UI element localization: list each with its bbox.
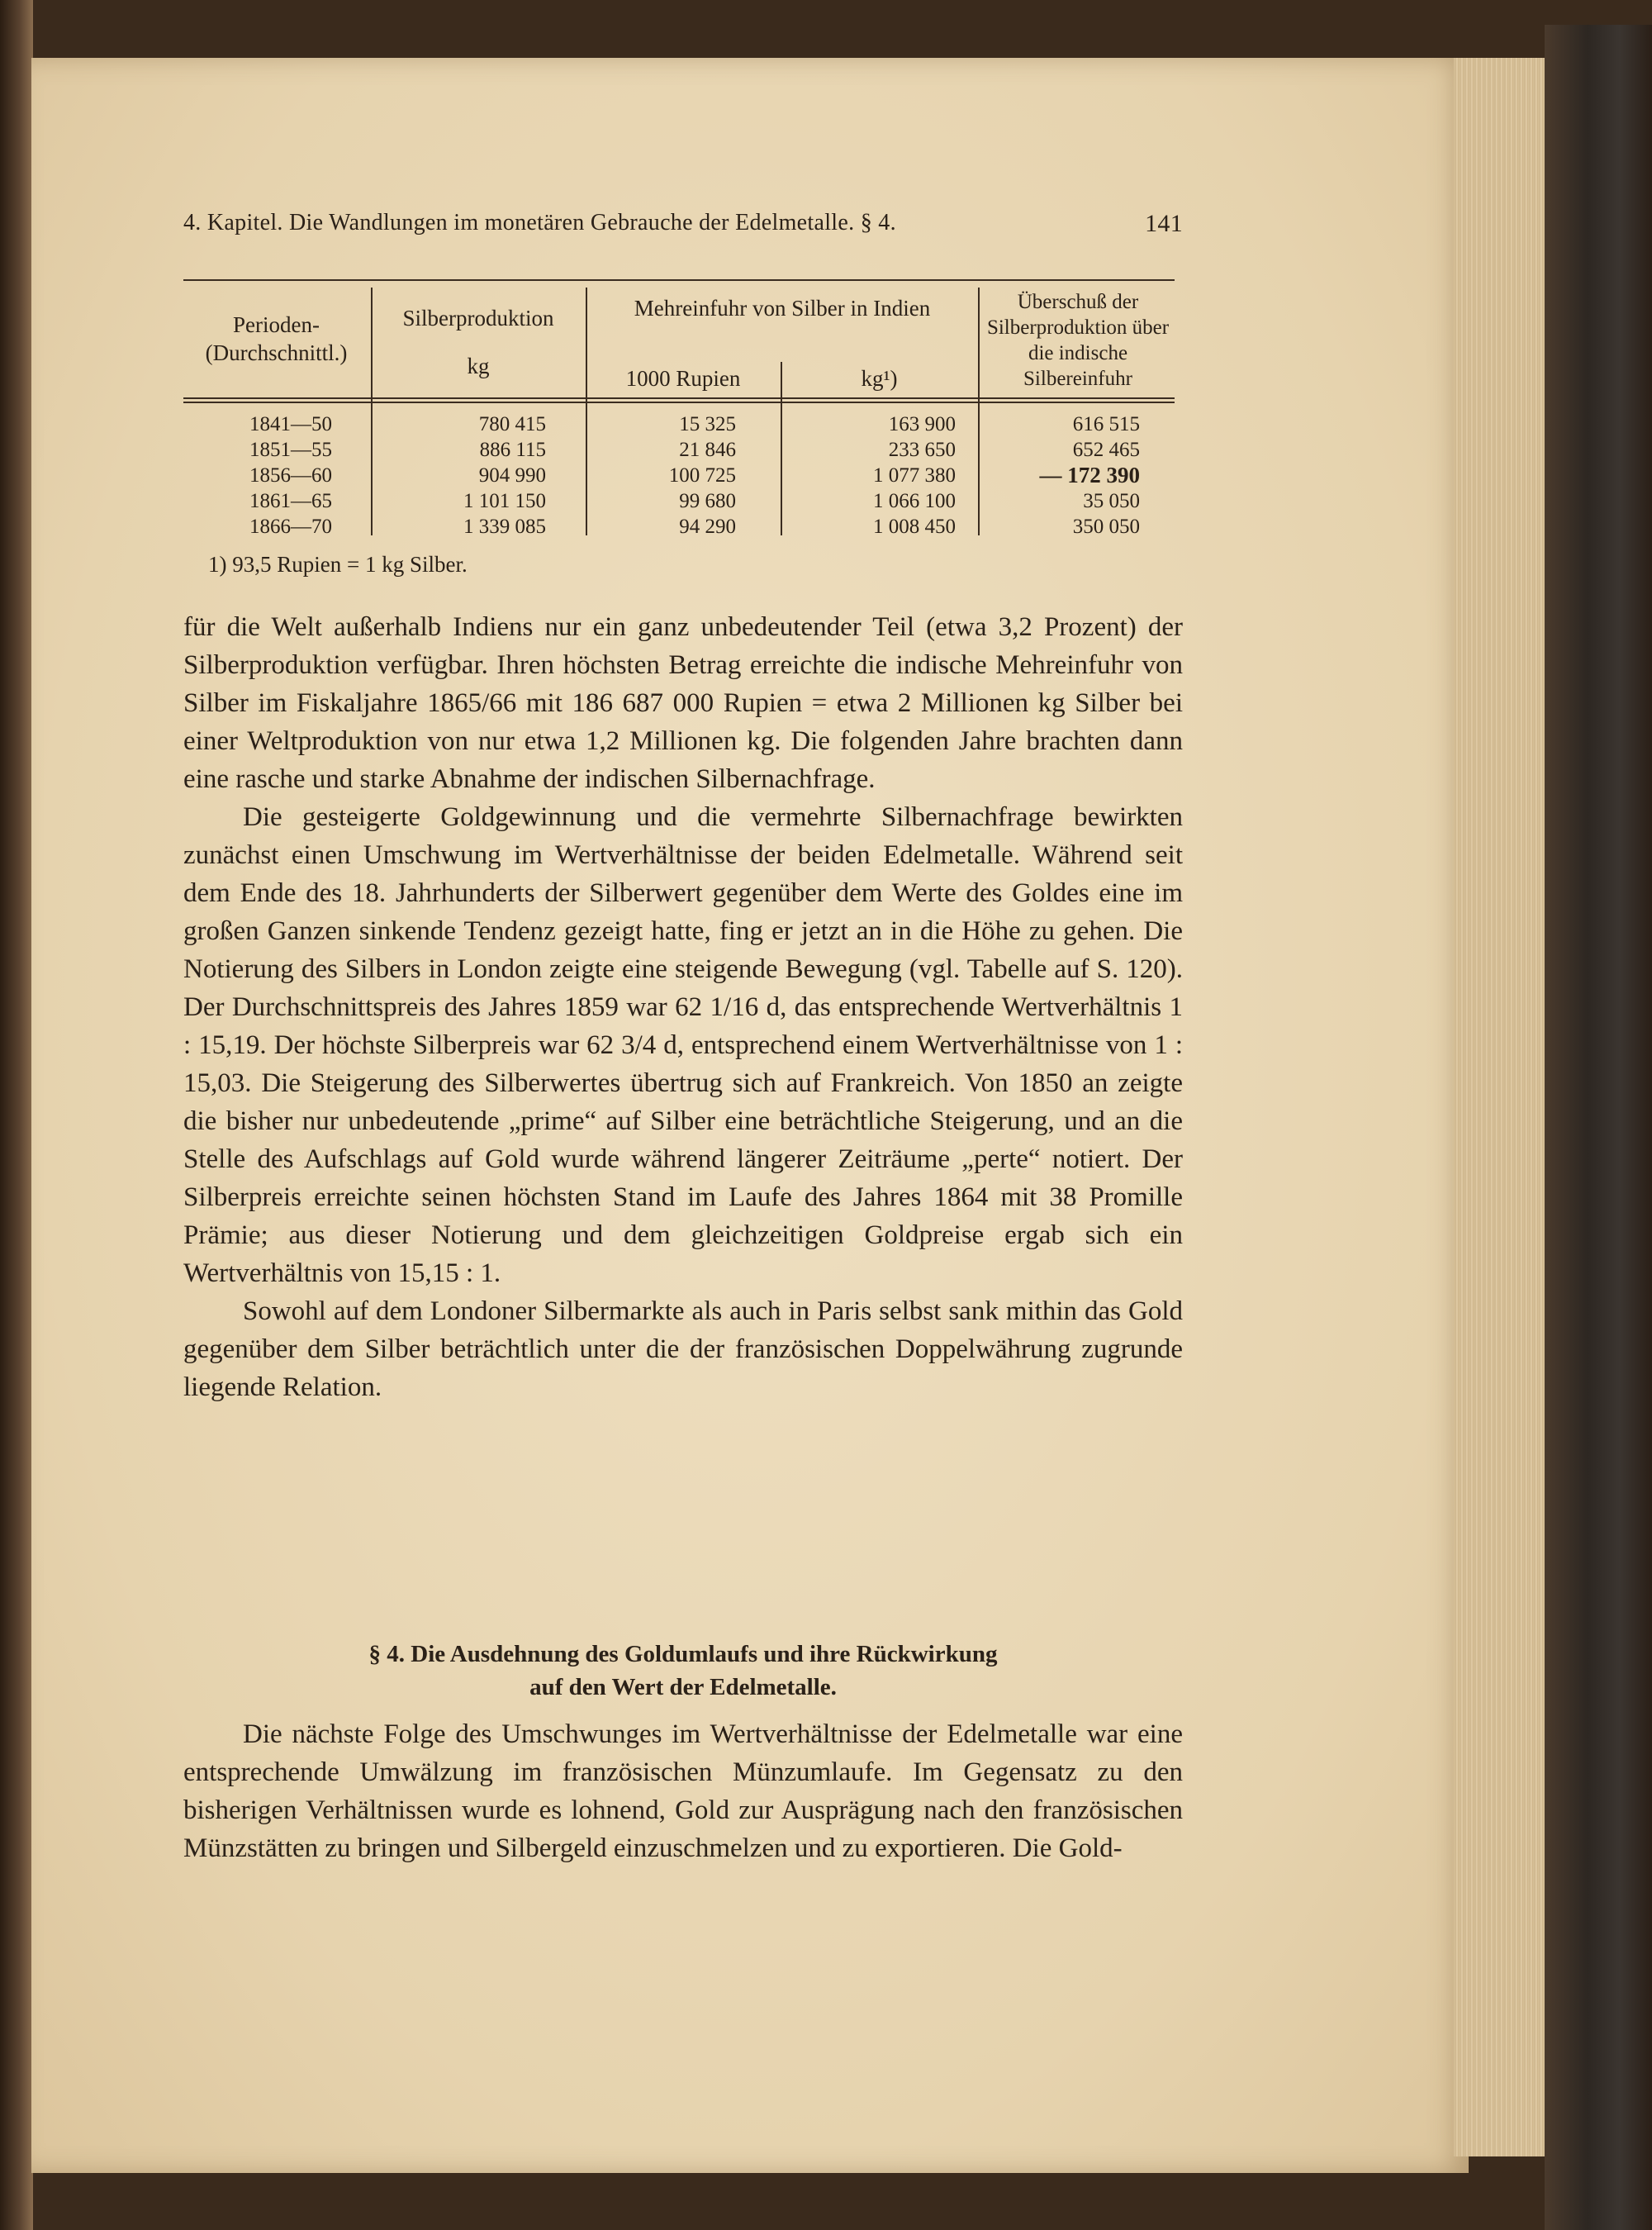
header-production: Silberproduktion — [402, 306, 554, 330]
paragraph: Die nächste Folge des Umschwunges im Wertverhältnisse der Edelmetalle war eine entsprechende Umwälzung im französischen Münzumlaufe. Im Gegensatz zu den bisherigen Verhältnissen wurde es lohnend, Gold zur Ausprägung nach den französischen Münzstätten zu bringen und Silbergeld einzuschmelzen und zu exportieren. Die Gold- — [183, 1719, 1183, 1863]
table-cell: 886 115 — [479, 439, 546, 461]
table-cell: 1 008 450 — [873, 516, 956, 538]
table-cell: 904 990 — [478, 464, 546, 487]
col-periods — [183, 411, 332, 540]
table-header-rule — [183, 397, 1175, 399]
table-cell: 616 515 — [1072, 413, 1140, 435]
table-cell: 780 415 — [478, 413, 546, 435]
table-cell: 15 325 — [679, 413, 736, 435]
table-cell: 100 725 — [668, 464, 736, 487]
table-cell: 21 846 — [679, 439, 736, 461]
table-cell: 233 650 — [888, 439, 956, 461]
table-cell: 94 290 — [679, 516, 736, 538]
section-heading — [183, 1638, 1183, 1704]
col-rupien — [587, 411, 736, 540]
header-rupien: 1000 Rupien — [625, 366, 741, 391]
col-surplus — [980, 411, 1140, 540]
silver-table — [183, 279, 1175, 544]
table-cell: 652 465 — [1072, 439, 1140, 461]
header-kg: kg¹) — [861, 366, 898, 391]
table-cell: 1 077 380 — [873, 464, 956, 487]
paragraph: Die gesteigerte Goldgewinnung und die vermehrte Silbernachfrage bewirkten zunächst einen Umschwung im Wertverhältnisse der beiden Edelmetalle. Während seit dem Ende des 18. Jahrhunderts der Silberwert gegenüber dem Werte des Goldes eine im großen Ganzen sinkende Tendenz gezeigt hatte, fing er jetzt an in die Höhe zu gehen. Die Notierung des Silbers in London zeigte eine steigende Bewegung (vgl. Tabelle auf S. 120). Der Durchschnittspreis des Jahres 1859 war 62 1/16 d, das entsprechende Wertverhältnis 1 : 15,19. Der höchste Silberpreis war 62 3/4 d, entsprechend einem Wertverhältnisse von 1 : 15,03. Die Steigerung des Silberwertes übertrug sich auf Frankreich. Von 1850 an zeigte die bisher nur unbedeutende „prime“ auf Silber eine beträchtliche Steigerung, und an die Stelle des Aufschlags auf Gold wurde während längerer Zeiträume „perte“ notiert. Der Silberpreis erreichte seinen höchsten Stand im Laufe des Jahres 1864 mit 38 Promille Prämie; aus dieser Notierung und dem gleichzeitigen Goldpreise ergab sich ein Wertverhältnis von 15,15 : 1. — [183, 802, 1183, 1288]
header-surplus: Überschuß der Silberproduktion über die indische Silbereinfuhr — [986, 291, 1170, 390]
table-cell: 1 101 150 — [463, 490, 546, 512]
table-cell: 1 339 085 — [463, 516, 546, 538]
table-cell: 35 050 — [1083, 490, 1140, 512]
table-cell: 99 680 — [679, 490, 736, 512]
header-production-unit: kg — [467, 354, 490, 378]
running-header — [183, 210, 1183, 238]
table-cell: 1841—50 — [249, 413, 332, 435]
book-cover-right — [1545, 25, 1652, 2230]
page-edges — [1454, 58, 1553, 2156]
table-cell: 1 066 100 — [873, 490, 956, 512]
table-top-rule — [183, 279, 1175, 281]
table-cell: — 172 390 — [1039, 463, 1140, 487]
table-cell: 1856—60 — [249, 464, 332, 487]
table-cell: 1866—70 — [249, 516, 332, 538]
paragraph: für die Welt außerhalb Indiens nur ein ganz unbedeutender Teil (etwa 3,2 Prozent) der Silberproduktion verfügbar. Ihren höchsten Betrag erreichte die indische Mehreinfuhr von Silber im Fiskaljahre 1865/66 mit 186 687 000 Rupien = etwa 2 Millionen kg Silber bei einer Weltproduktion von nur etwa 1,2 Millionen kg. Die folgenden Jahre brachten dann eine rasche und starke Abnahme der indischen Silbernachfrage. — [183, 612, 1183, 794]
main-text — [183, 608, 1183, 1406]
section-heading-line-2: auf den Wert der Edelmetalle. — [529, 1674, 837, 1700]
section-heading-line-1: § 4. Die Ausdehnung des Goldumlaufs und ihre Rückwirkung — [368, 1641, 998, 1667]
table-cell: 1861—65 — [249, 490, 332, 512]
table-cell: 1851—55 — [249, 439, 332, 461]
section-text — [183, 1715, 1183, 1867]
header-india-import: Mehreinfuhr von Silber in Indien — [634, 296, 931, 321]
page-number: 141 — [1145, 210, 1183, 237]
header-periods: Perioden- (Durchschnittl.) — [205, 312, 348, 365]
book-spine-left — [0, 0, 33, 2230]
col-production — [373, 411, 546, 540]
table-footnote: 1) 93,5 Rupien = 1 kg Silber. — [208, 552, 468, 577]
running-title: 4. Kapitel. Die Wandlungen im monetären Gebrauche der Edelmetalle. § 4. — [183, 210, 896, 235]
paragraph: Sowohl auf dem Londoner Silbermarkte als auch in Paris selbst sank mithin das Gold gegenüber dem Silber beträchtlich unter die der französischen Doppelwährung zugrunde liegende Relation. — [183, 1296, 1183, 1402]
table-cell: 163 900 — [888, 413, 956, 435]
table-cell: 350 050 — [1072, 516, 1140, 538]
table-header-rule-2 — [183, 402, 1175, 403]
col-kg — [782, 411, 956, 540]
